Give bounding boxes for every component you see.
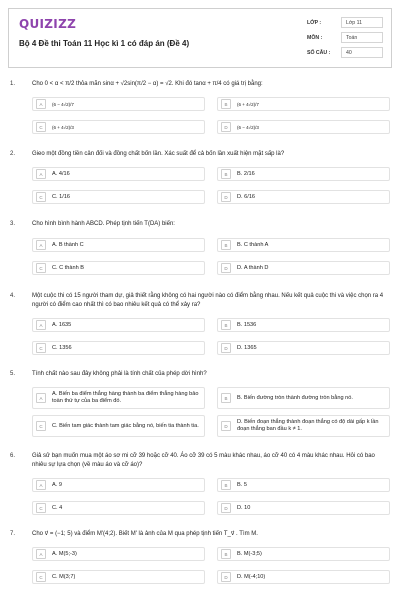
question-1 xyxy=(10,80,390,130)
option-letter: B xyxy=(221,320,231,330)
option-b[interactable] xyxy=(217,478,390,492)
meta-count-label: SỐ CÂU : xyxy=(307,49,331,56)
question-text: Gieo một đồng tiền cân đối và đồng chất bốn lần. Xác suất để cả bốn lần xuất hiện mặt sấp là? xyxy=(32,151,285,157)
option-letter: D xyxy=(221,421,231,431)
option-letter: C xyxy=(36,503,46,513)
page-title: Bộ 4 Đề thi Toán 11 Học kì 1 có đáp án (Đề 4) xyxy=(19,39,190,48)
question-text: Cho 0 < α < π/2 thỏa mãn sinα + √2sin(π/2 − α) = √2. Khi đó tanα + π/4 có giá trị bằng: xyxy=(32,81,263,87)
option-letter: A xyxy=(36,240,46,250)
option-text: B. 2/16 xyxy=(237,170,255,177)
question-2 xyxy=(10,150,390,200)
option-b[interactable] xyxy=(217,318,390,332)
question-text: Tính chất nào sau đây không phải là tính chất của phép dời hình? xyxy=(32,371,207,377)
meta-class-label: LỚP : xyxy=(307,19,322,26)
option-a[interactable] xyxy=(32,238,205,252)
option-text: (6 + 4√2)/7 xyxy=(237,101,259,107)
option-letter: A xyxy=(36,480,46,490)
option-text: C. 4 xyxy=(52,504,63,511)
option-a[interactable] xyxy=(32,97,205,111)
question-number: 1. xyxy=(10,81,16,87)
question-5 xyxy=(10,370,390,432)
option-text: C. M(3;7) xyxy=(52,573,76,580)
option-c[interactable] xyxy=(32,501,205,515)
option-letter: C xyxy=(36,263,46,273)
option-b[interactable] xyxy=(217,387,390,409)
question-7 xyxy=(10,530,390,580)
option-text: B. Biến đường tròn thành đường tròn bằng nó. xyxy=(237,394,353,401)
question-number: 3. xyxy=(10,221,16,227)
option-d[interactable] xyxy=(217,120,390,134)
option-a[interactable] xyxy=(32,318,205,332)
option-letter: B xyxy=(221,549,231,559)
meta-panel xyxy=(307,15,383,60)
option-a[interactable] xyxy=(32,478,205,492)
option-text: B. 1536 xyxy=(237,321,257,328)
worksheet-header xyxy=(8,8,392,68)
option-text: (6 − 4√2)/3 xyxy=(237,124,259,130)
option-letter: D xyxy=(221,503,231,513)
meta-subject xyxy=(307,30,383,45)
question-text: Một cuộc thi có 15 người tham dự, giả thiết rằng không có hai người nào có điểm bằng nhau. Nếu kết quả cuộc thi và việc chọn ra 4 người có điểm cao nhất thì có bao nhiêu kết quả có thể xảy ra? xyxy=(32,293,384,308)
option-d[interactable] xyxy=(217,570,390,584)
option-text: A. M(5;-3) xyxy=(52,550,77,557)
meta-class xyxy=(307,15,383,30)
question-number: 4. xyxy=(10,293,16,299)
meta-count xyxy=(307,45,383,60)
question-number: 2. xyxy=(10,151,16,157)
option-d[interactable] xyxy=(217,261,390,275)
option-letter: B xyxy=(221,240,231,250)
option-letter: A xyxy=(36,549,46,559)
option-letter: B xyxy=(221,393,231,403)
option-a[interactable] xyxy=(32,167,205,181)
option-letter: C xyxy=(36,192,46,202)
option-a[interactable] xyxy=(32,547,205,561)
option-text: (6 + 4√2)/3 xyxy=(52,124,74,130)
meta-count-field[interactable]: 40 xyxy=(341,47,383,58)
option-letter: C xyxy=(36,572,46,582)
option-text: C. C thành B xyxy=(52,264,85,271)
option-text: D. Biến đoạn thẳng thành đoạn thẳng có độ dài gấp k lần đoạn thẳng ban đầu k ≠ 1. xyxy=(237,419,379,432)
option-d[interactable] xyxy=(217,501,390,515)
option-text: A. 1635 xyxy=(52,321,72,328)
option-text: A. 9 xyxy=(52,481,62,488)
quizizz-logo: QUIZIZZ xyxy=(19,17,77,31)
question-text: Giả sử bạn muốn mua một áo sơ mi cỡ 39 hoặc cỡ 40. Áo cỡ 39 có 5 màu khác nhau, áo cỡ 40 có 4 màu khác nhau. Hỏi có bao nhiêu sự lựa chọn (về màu áo và cỡ áo)? xyxy=(32,453,375,468)
option-text: A. Biến ba điểm thẳng hàng thành ba điểm thẳng hàng bảo toàn thứ tự của ba điểm đó. xyxy=(52,391,199,404)
option-a[interactable] xyxy=(32,387,205,409)
meta-class-field[interactable]: Lớp 11 xyxy=(341,17,383,28)
option-letter: D xyxy=(221,343,231,353)
option-letter: D xyxy=(221,122,231,132)
option-letter: B xyxy=(221,99,231,109)
option-letter: C xyxy=(36,122,46,132)
option-c[interactable] xyxy=(32,341,205,355)
option-letter: C xyxy=(36,421,46,431)
option-letter: A xyxy=(36,320,46,330)
option-text: A. B thành C xyxy=(52,241,84,248)
option-b[interactable] xyxy=(217,167,390,181)
option-text: A. 4/16 xyxy=(52,170,70,177)
option-c[interactable] xyxy=(32,570,205,584)
option-text: D. 6/16 xyxy=(237,193,256,200)
option-text: B. M(-3;5) xyxy=(237,550,262,557)
option-text: D. M(-4;10) xyxy=(237,573,266,580)
option-letter: A xyxy=(36,169,46,179)
question-text: Cho v⃗ = (−1; 5) và điểm M'(4;2). Biết M' là ảnh của M qua phép tịnh tiến T_v⃗ . Tìm M. xyxy=(32,531,258,537)
meta-subject-label: MÔN : xyxy=(307,34,323,41)
option-letter: A xyxy=(36,99,46,109)
option-text: D. A thành D xyxy=(237,264,269,271)
question-number: 6. xyxy=(10,453,16,459)
question-6 xyxy=(10,452,390,511)
option-letter: B xyxy=(221,169,231,179)
question-number: 7. xyxy=(10,531,16,537)
option-c[interactable] xyxy=(32,415,205,437)
option-d[interactable] xyxy=(217,341,390,355)
option-c[interactable] xyxy=(32,261,205,275)
option-text: D. 10 xyxy=(237,504,251,511)
option-c[interactable] xyxy=(32,190,205,204)
option-letter: C xyxy=(36,343,46,353)
option-b[interactable] xyxy=(217,238,390,252)
option-b[interactable] xyxy=(217,547,390,561)
question-number: 5. xyxy=(10,371,16,377)
option-letter: A xyxy=(36,393,46,403)
option-letter: D xyxy=(221,192,231,202)
question-4 xyxy=(10,292,390,351)
option-b[interactable] xyxy=(217,97,390,111)
option-letter: D xyxy=(221,572,231,582)
question-3 xyxy=(10,220,390,271)
option-text: C. Biến tam giác thành tam giác bằng nó, biến tia thành tia. xyxy=(52,422,199,429)
option-d[interactable] xyxy=(217,415,390,437)
option-text: B. 5 xyxy=(237,481,247,488)
option-text: D. 1365 xyxy=(237,344,257,351)
option-text: B. C thành A xyxy=(237,241,269,248)
option-c[interactable] xyxy=(32,120,205,134)
option-text: C. 1356 xyxy=(52,344,72,351)
option-text: C. 1/16 xyxy=(52,193,71,200)
option-letter: D xyxy=(221,263,231,273)
question-text: Cho hình bình hành ABCD. Phép tịnh tiến T(DA) biến: xyxy=(32,221,175,227)
option-d[interactable] xyxy=(217,190,390,204)
option-letter: B xyxy=(221,480,231,490)
meta-subject-field[interactable]: Toán xyxy=(341,32,383,43)
option-text: (6 − 4√2)/7 xyxy=(52,101,74,107)
